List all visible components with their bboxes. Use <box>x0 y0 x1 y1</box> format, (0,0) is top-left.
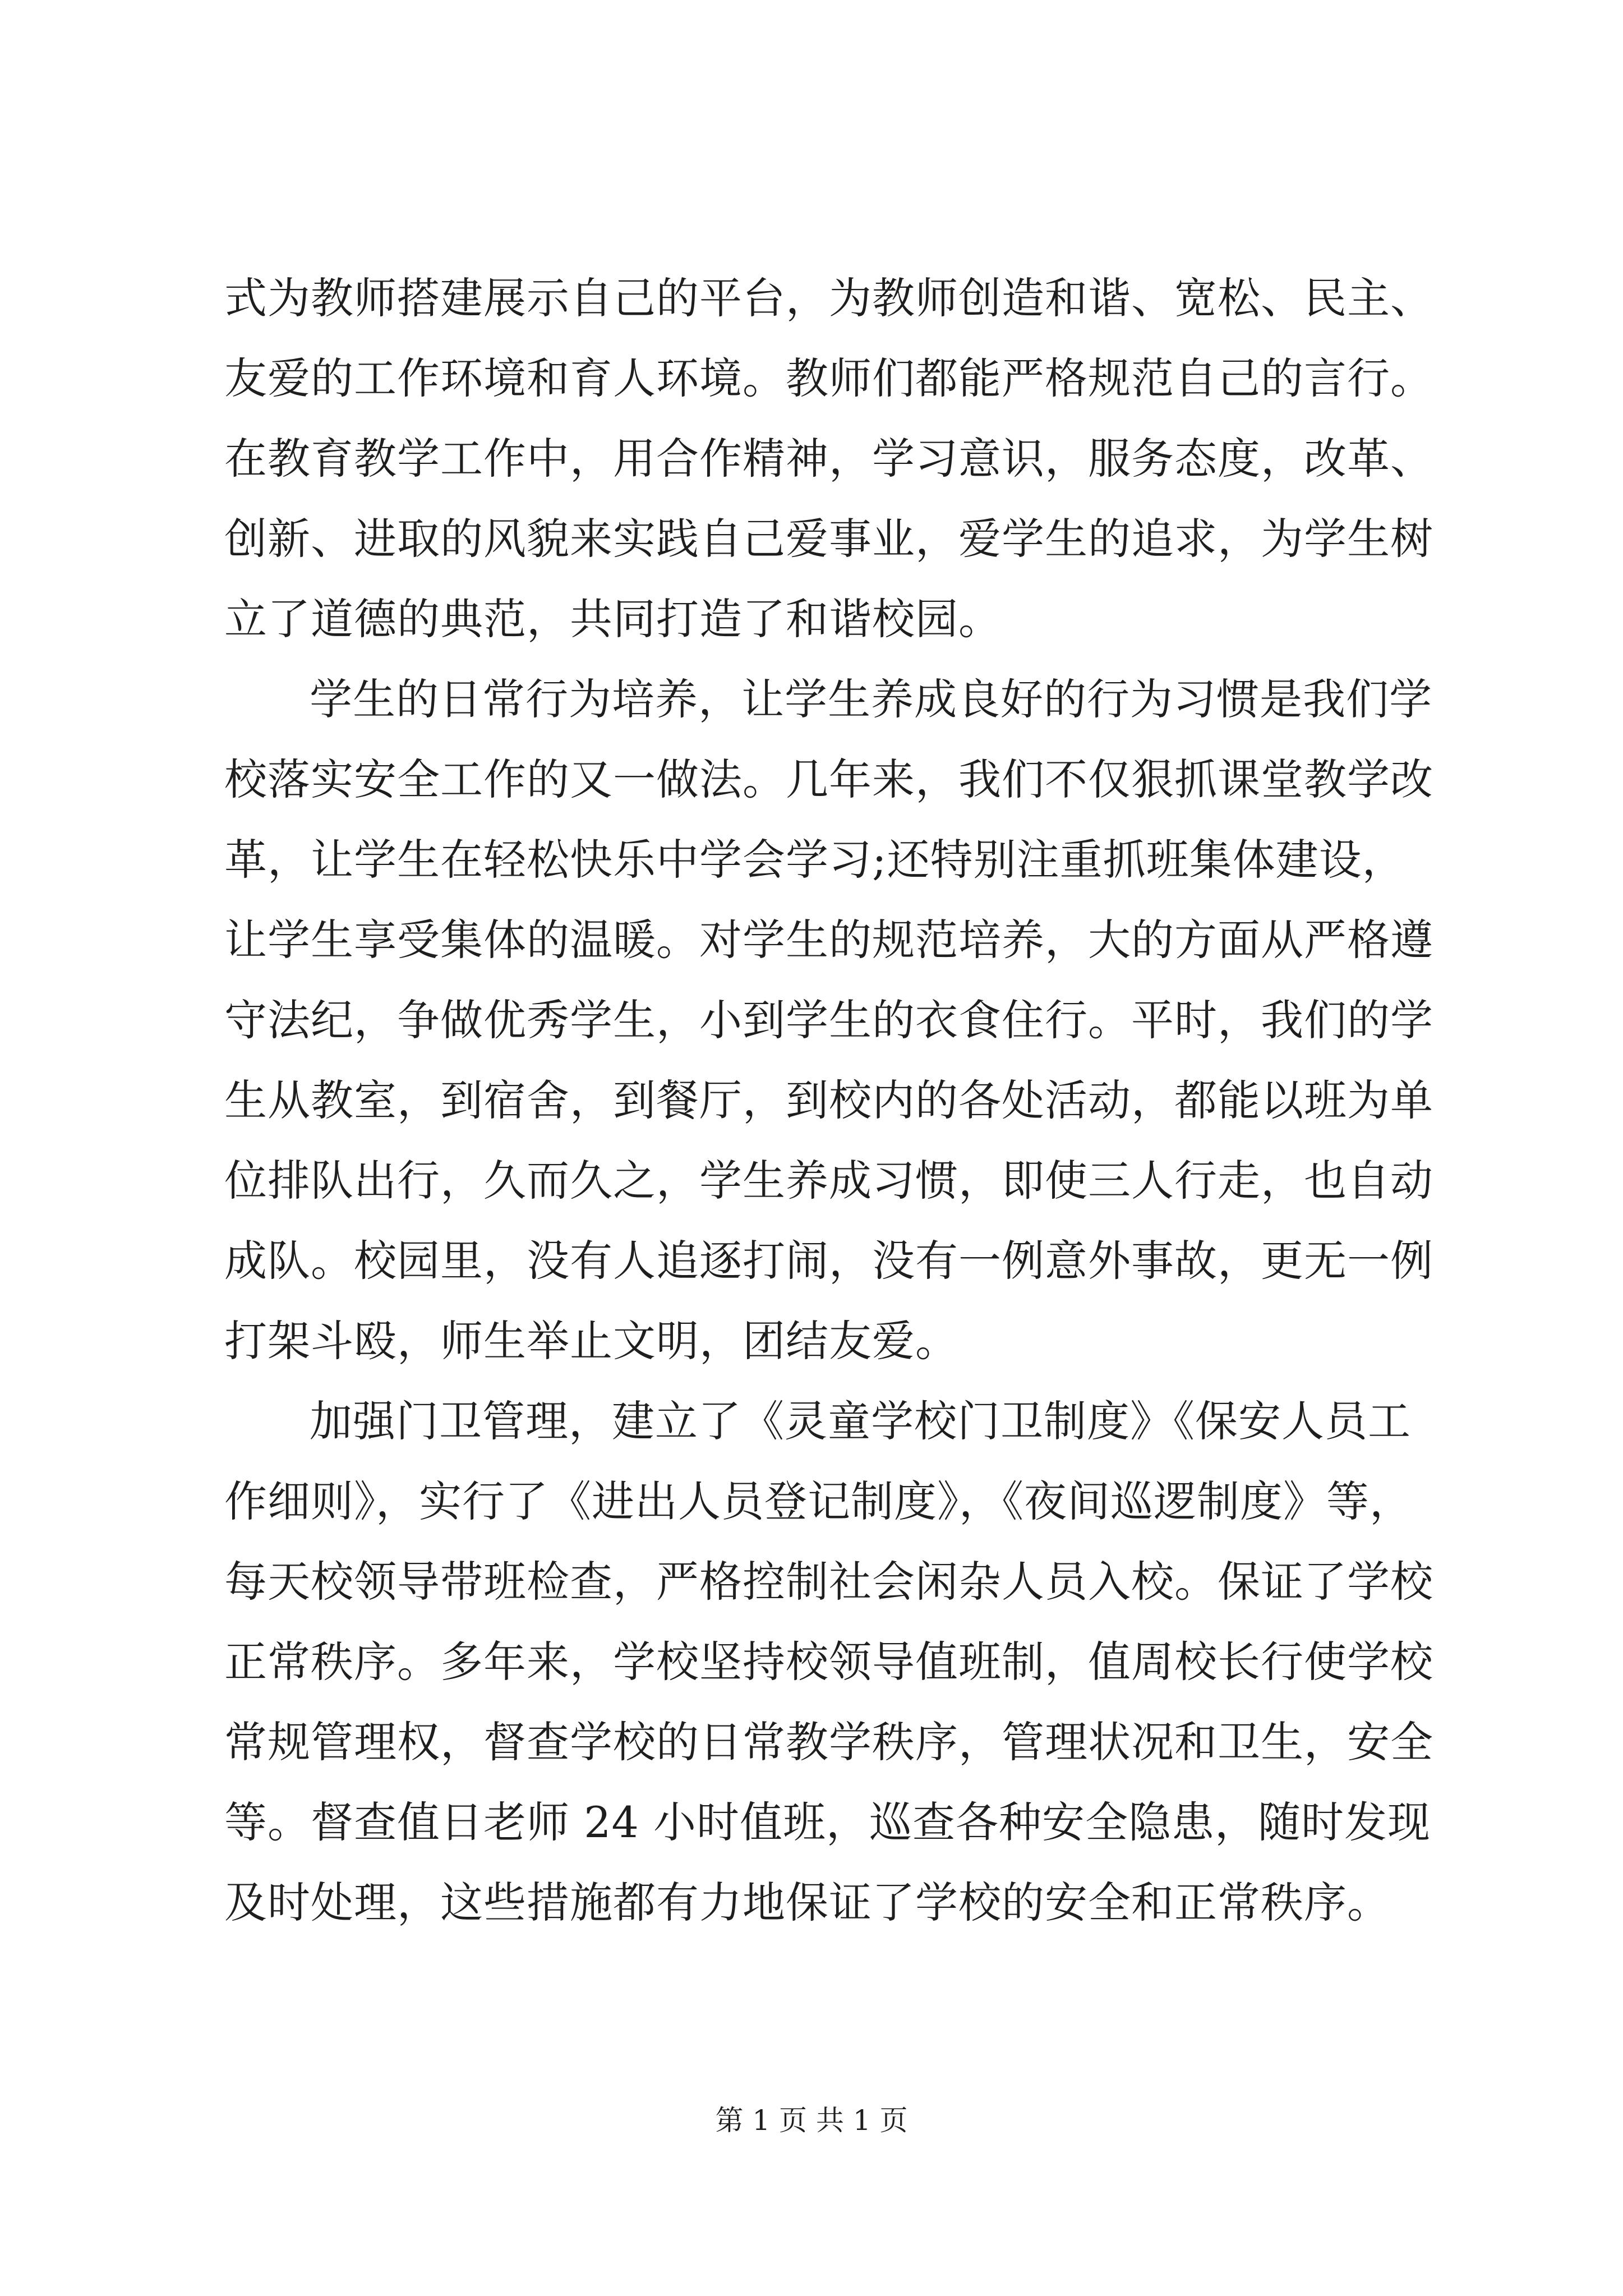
page-footer <box>0 2098 1623 2138</box>
text-line: 等。督查值日老师 24 小时值班，巡查各种安全隐患，随时发现 <box>224 1797 1431 1847</box>
text-line: 每天校领导带班检查，严格控制社会闲杂人员入校。保证了学校 <box>224 1557 1433 1607</box>
text-line: 及时处理，这些措施都有力地保证了学校的安全和正常秩序。 <box>224 1878 1390 1927</box>
text-line: 生从教室，到宿舍，到餐厅，到校内的各处活动，都能以班为单 <box>224 1075 1433 1125</box>
text-line: 作细则》，实行了《进出人员登记制度》，《夜间巡逻制度》等， <box>224 1476 1413 1526</box>
document-body <box>224 258 1433 1943</box>
text-line: 立了道德的典范，共同打造了和谐校园。 <box>224 594 1002 644</box>
text-line: 革，让学生在轻松快乐中学会学习;还特别注重抓班集体建设， <box>224 835 1405 885</box>
paragraph-3 <box>224 1381 1433 1943</box>
text-line: 校落实安全工作的又一做法。几年来，我们不仅狠抓课堂教学改 <box>224 754 1433 804</box>
text-line: 位排队出行，久而久之，学生养成习惯，即使三人行走，也自动 <box>224 1156 1433 1205</box>
text-line: 打架斗殴，师生举止文明，团结友爱。 <box>224 1316 958 1366</box>
paragraph-1 <box>224 258 1433 659</box>
text-line: 正常秩序。多年来，学校坚持校领导值班制，值周校长行使学校 <box>224 1637 1433 1687</box>
text-line: 常规管理权，督查学校的日常教学秩序，管理状况和卫生，安全 <box>224 1717 1433 1767</box>
text-line: 式为教师搭建展示自己的平台，为教师创造和谐、宽松、民主、 <box>224 273 1433 323</box>
text-line: 在教育教学工作中，用合作精神，学习意识，服务态度，改革、 <box>224 434 1433 484</box>
page-number-label: 第 1 页 共 1 页 <box>715 2104 908 2137</box>
text-line: 创新、进取的风貌来实践自己爱事业，爱学生的追求，为学生树 <box>224 514 1433 564</box>
text-line-first <box>224 1381 1411 1461</box>
paragraph-2 <box>224 659 1433 1381</box>
text-line: 学生的日常行为培养，让学生养成良好的行为习惯是我们学 <box>310 674 1432 724</box>
text-line: 让学生享受集体的温暖。对学生的规范培养，大的方面从严格遵 <box>224 915 1433 965</box>
text-line: 守法纪，争做优秀学生，小到学生的衣食住行。平时，我们的学 <box>224 995 1433 1045</box>
text-line: 成队。校园里，没有人追逐打闹，没有一例意外事故，更无一例 <box>224 1236 1433 1286</box>
text-line: 加强门卫管理，建立了《灵童学校门卫制度》《保安人员工 <box>310 1396 1411 1446</box>
text-line-first <box>224 659 1432 739</box>
text-line: 友爱的工作环境和育人环境。教师们都能严格规范自己的言行。 <box>224 353 1433 403</box>
